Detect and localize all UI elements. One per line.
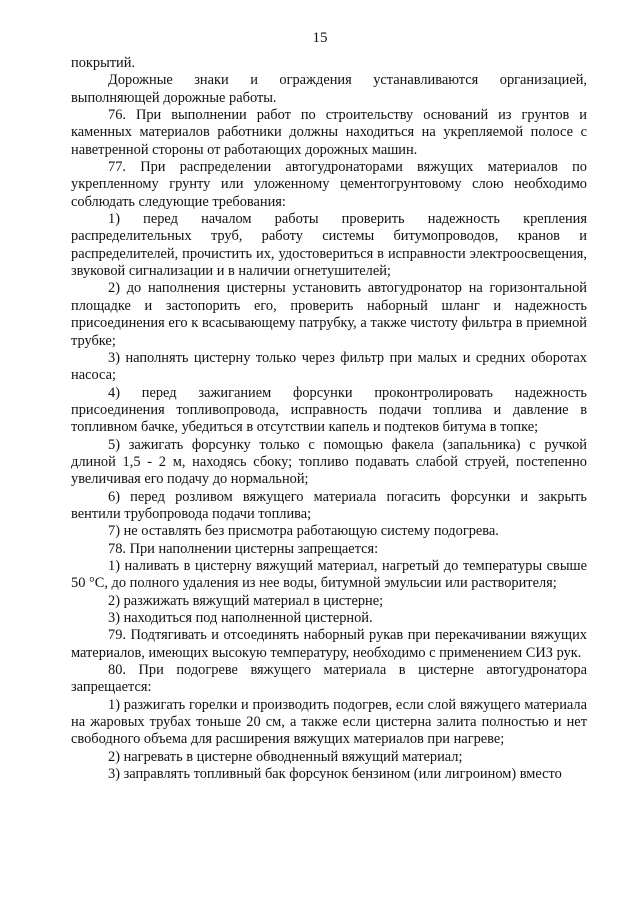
paragraph: 2) до наполнения цистерны установить автогудронатор на горизонтальной площадке и застопорить его, проверить наборный шланг и надежность присоединения его к всасывающему патрубку, а также чистоту фильтра в приемной трубке; [71, 280, 587, 349]
page-number: 15 [312, 30, 328, 46]
paragraph: 2) нагревать в цистерне обводненный вяжущий материал; [108, 748, 463, 765]
paragraph: 76. При выполнении работ по строительству оснований из грунтов и каменных материалов работники должны находиться на укрепляемой полосе с наветренной стороны от работающих дорожных машин. [71, 107, 587, 158]
paragraph: 3) заправлять топливный бак форсунок бензином (или лигроином) вместо [108, 766, 562, 783]
paragraph: 1) разжигать горелки и производить подогрев, если слой вяжущего материала на жаровых трубах тоньше 20 см, а также если цистерна залита полностью и нет свободного объема для расширения вяжущих материалов при нагреве; [71, 696, 587, 748]
paragraph: 80. При подогреве вяжущего материала в цистерне автогудронатора запрещается: [71, 662, 587, 696]
paragraph: 1) наливать в цистерну вяжущий материал, нагретый до температуры свыше 50 °С, до полного удаления из нее воды, битумной эмульсии или растворителя; [71, 557, 587, 592]
paragraph: 4) перед зажиганием форсунки проконтролировать надежность присоединения топливопровода, исправность подачи топлива и давление в топливном бачке, убедиться в отсутствии капель и подтеков битума в топке; [71, 384, 587, 436]
paragraph: 3) наполнять цистерну только через фильтр при малых и средних оборотах насоса; [71, 349, 587, 384]
paragraph: 6) перед розливом вяжущего материала погасить форсунки и закрыть вентили трубопровода подачи топлива; [71, 488, 587, 522]
paragraph: 3) находиться под наполненной цистерной. [108, 610, 373, 626]
paragraph: 1) перед началом работы проверить надежность крепления распределительных труб, работу системы битумопроводов, кранов и распределителей, прочистить их, удостовериться в исправности электроосвещения, звуковой сигнализации и в наличии огнетушителей; [71, 211, 587, 280]
paragraph: 7) не оставлять без присмотра работающую систему подогрева. [108, 523, 499, 540]
paragraph: 5) зажигать форсунку только с помощью факела (запальника) с ручкой длиной 1,5 - 2 м, находясь сбоку; топливо подавать слабой струей, постепенно увеличивая его подачу до нормальной; [71, 436, 587, 488]
paragraph: Дорожные знаки и ограждения устанавливаются организацией, выполняющей дорожные работы. [71, 72, 587, 106]
paragraph: 79. Подтягивать и отсоединять наборный рукав при перекачивании вяжущих материалов, имеющих высокую температуру, необходимо с применением СИЗ рук. [71, 627, 587, 661]
document-body [71, 55, 587, 783]
paragraph: 77. При распределении автогудронаторами вяжущих материалов по укрепленному грунту или уложенному цементогрунтовому слою необходимо соблюдать следующие требования: [71, 159, 587, 210]
paragraph: покрытий. [71, 55, 136, 71]
paragraph: 78. При наполнении цистерны запрещается: [108, 540, 379, 557]
paragraph: 2) разжижать вяжущий материал в цистерне; [108, 592, 384, 609]
